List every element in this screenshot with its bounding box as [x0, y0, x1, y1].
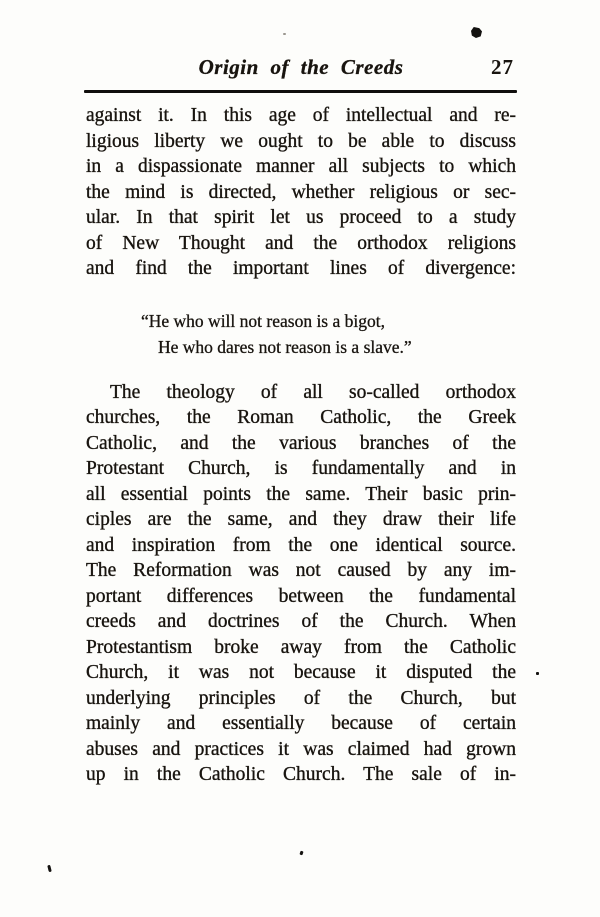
paragraph-2: [86, 380, 516, 788]
text-line: ligious liberty we ought to be able to discuss: [86, 130, 516, 152]
text-line: up in the Catholic Church. The sale of in-: [86, 764, 516, 785]
dust-speck-artifact: [283, 33, 286, 35]
verse-quotation: [86, 308, 516, 360]
text-line: Catholic, and the various branches of the: [86, 432, 516, 454]
text-line: in a dispassionate manner all subjects to which: [86, 156, 516, 177]
text-line: portant differences between the fundamental: [86, 585, 516, 607]
text-line: against it. In this age of intellectual and re-: [86, 105, 516, 126]
text-line: The theology of all so-called orthodox: [110, 381, 516, 403]
text-line: and find the important lines of divergence:: [86, 258, 516, 279]
text-line: churches, the Roman Catholic, the Greek: [86, 407, 516, 428]
text-line: Church, it was not because it disputed the: [86, 662, 516, 683]
text-line: the mind is directed, whether religious or sec-: [86, 181, 516, 203]
dust-speck-artifact: [47, 865, 52, 873]
text-column: [86, 0, 516, 788]
text-line: of New Thought and the orthodox religions: [86, 232, 516, 254]
page-header: [86, 52, 516, 83]
dust-speck-artifact: [536, 672, 539, 675]
text-line: and inspiration from the one identical source.: [86, 534, 516, 556]
dust-speck-artifact: [299, 851, 303, 856]
text-line: all essential points the same. Their basic prin-: [86, 483, 516, 505]
running-title: Origin of the Creeds: [198, 55, 404, 79]
text-line: ciples are the same, and they draw their life: [86, 509, 516, 530]
text-line: mainly and essentially because of certain: [86, 713, 516, 734]
text-line: underlying principles of the Church, but: [86, 687, 516, 709]
page-number: 27: [491, 55, 514, 79]
text-line: The Reformation was not caused by any im-: [86, 560, 516, 581]
text-line: creeds and doctrines of the Church. When: [86, 611, 516, 632]
quote-line: “He who will not reason is a bigot,: [141, 310, 385, 331]
text-line: ular. In that spirit let us proceed to a study: [86, 207, 516, 228]
text-line: abuses and practices it was claimed had grown: [86, 738, 516, 760]
paragraph-1: [86, 103, 516, 282]
text-line: Protestantism broke away from the Catholic: [86, 636, 516, 658]
text-line: Protestant Church, is fundamentally and in: [86, 458, 516, 479]
header-rule: [84, 90, 517, 93]
quote-line: He who dares not reason is a slave.”: [158, 336, 412, 357]
